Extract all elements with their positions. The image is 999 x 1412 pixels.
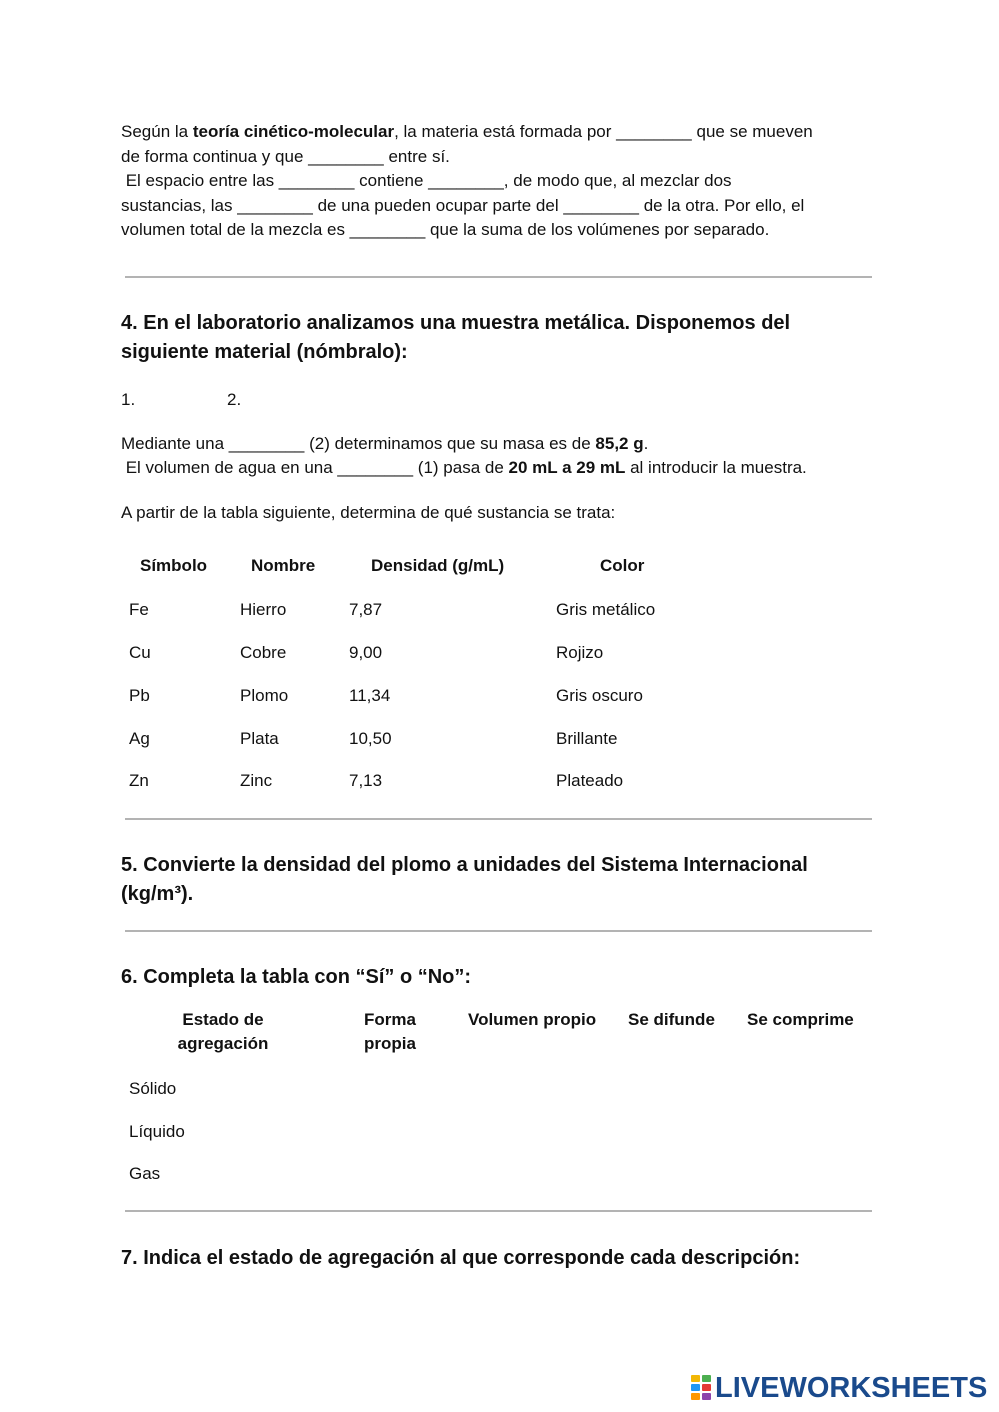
intro-line-4: sustancias, las ________ de una pueden ocupar parte del ________ de la otra. Por ello, el	[121, 195, 805, 215]
states-header-volumen: Volumen propio	[468, 1010, 597, 1029]
density-cell: Cu	[129, 643, 151, 662]
density-cell: Plateado	[556, 771, 624, 790]
intro-paragraph	[121, 120, 891, 243]
density-cell: Cobre	[240, 643, 287, 662]
density-header-nombre: Nombre	[251, 556, 316, 575]
intro-line-3: El espacio entre las ________ contiene ________, de modo que, al mezclar dos	[121, 171, 732, 190]
q6-title: 6. Completa la tabla con “Sí” o “No”:	[121, 966, 472, 988]
states-row-label: Sólido	[129, 1079, 177, 1098]
q4-title-line-2: siguiente material (nómbralo):	[121, 341, 408, 363]
q4-title	[121, 309, 881, 367]
density-cell: 7,87	[349, 600, 383, 619]
q4-volume-post: al introducir la muestra.	[625, 458, 807, 477]
q4-item-1: 1.	[121, 390, 136, 409]
liveworksheets-logo-text: LIVEWORKSHEETS	[715, 1372, 988, 1404]
density-cell: Zn	[129, 771, 149, 790]
q5-title-line-2: (kg/m³).	[121, 883, 194, 905]
states-header-comprime: Se comprime	[747, 1010, 854, 1029]
states-header-difunde: Se difunde	[628, 1010, 715, 1029]
density-cell: 10,50	[349, 729, 392, 748]
density-header-simbolo: Símbolo	[140, 556, 208, 575]
density-cell: 7,13	[349, 771, 383, 790]
density-cell: Rojizo	[556, 643, 604, 662]
intro-line-1-bold: teoría cinético-molecular	[192, 122, 395, 141]
q4-table-intro: A partir de la tabla siguiente, determina de qué sustancia se trata:	[121, 503, 616, 522]
intro-line-2: de forma continua y que ________ entre sí.	[121, 146, 450, 166]
density-cell: Brillante	[556, 729, 618, 748]
density-cell: Zinc	[240, 771, 273, 790]
q4-mass-pre: Mediante una ________ (2) determinamos que su masa es de	[121, 434, 596, 453]
q4-item-2: 2.	[227, 390, 242, 409]
q4-volume-pre: El volumen de agua en una ________ (1) pasa de	[121, 458, 509, 477]
states-row-label: Líquido	[129, 1122, 185, 1141]
liveworksheets-logo-mark-icon	[691, 1375, 713, 1401]
density-cell: Gris oscuro	[556, 686, 643, 705]
q4-volume-bold: 20 mL a 29 mL	[508, 458, 626, 477]
q4-volume-line	[121, 457, 807, 479]
divider-1	[125, 276, 872, 278]
intro-line-5: volumen total de la mezcla es ________ que la suma de los volúmenes por separado.	[121, 220, 770, 239]
q4-mass-line	[121, 433, 648, 455]
density-cell: Plomo	[240, 686, 289, 705]
intro-line-1-post: , la materia está formada por ________ que se mueven	[394, 122, 813, 141]
density-cell: Hierro	[240, 600, 287, 619]
density-cell: Plata	[240, 729, 279, 748]
states-header-forma	[364, 1008, 416, 1056]
q5-title	[121, 851, 881, 909]
liveworksheets-logo	[691, 1371, 987, 1405]
intro-line-1-pre: Según la	[121, 122, 193, 141]
density-cell: Ag	[129, 729, 150, 748]
q4-mass-bold: 85,2 g	[595, 434, 644, 453]
divider-2	[125, 818, 872, 820]
states-header-estado-line-2: agregación	[177, 1034, 269, 1053]
density-cell: 11,34	[349, 686, 391, 705]
states-row-label: Gas	[129, 1164, 161, 1183]
density-cell: Gris metálico	[556, 600, 656, 619]
q4-title-line-1: 4. En el laboratorio analizamos una muestra metálica. Disponemos del	[121, 312, 791, 334]
divider-3	[125, 930, 872, 932]
q4-mass-post: .	[643, 434, 649, 453]
density-header-color: Color	[600, 556, 645, 575]
states-header-forma-line-2: propia	[364, 1034, 416, 1053]
states-header-estado-line-1: Estado de	[182, 1010, 264, 1029]
density-header-densidad: Densidad (g/mL)	[371, 556, 505, 575]
states-header-estado	[153, 1008, 293, 1056]
density-cell: Pb	[129, 686, 150, 705]
density-cell: Fe	[129, 600, 149, 619]
q5-title-line-1: 5. Convierte la densidad del plomo a unidades del Sistema Internacional	[121, 854, 808, 876]
divider-4	[125, 1210, 872, 1212]
density-cell: 9,00	[349, 643, 383, 662]
states-header-forma-line-1: Forma	[364, 1010, 416, 1029]
q7-title: 7. Indica el estado de agregación al que corresponde cada descripción:	[121, 1247, 801, 1269]
intro-line-1	[121, 120, 891, 145]
